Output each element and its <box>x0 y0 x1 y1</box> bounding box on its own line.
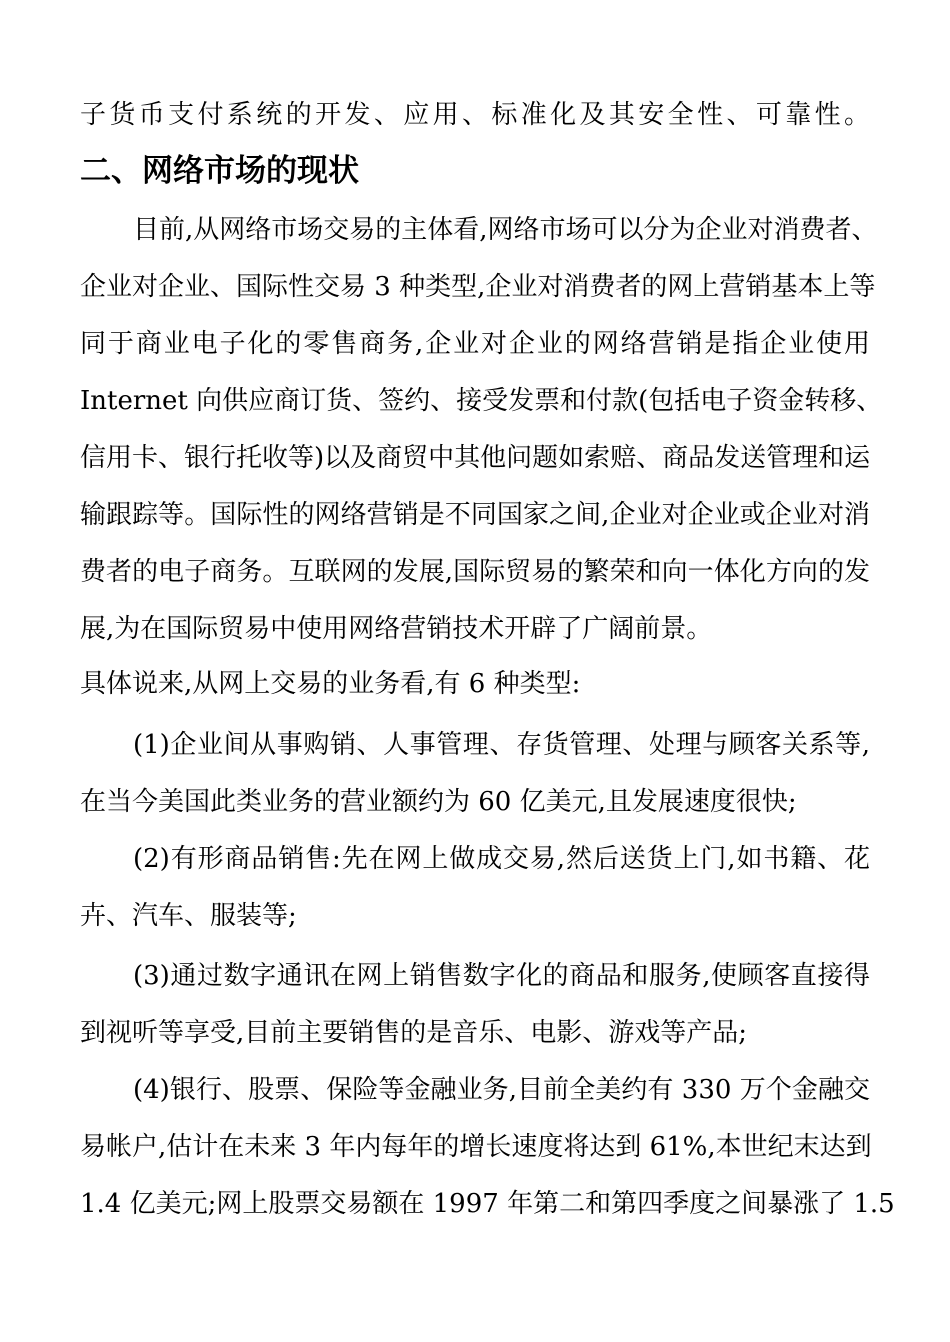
text-line: 同于商业电子化的零售商务,企业对企业的网络营销是指企业使用 <box>80 329 870 359</box>
text-line: 展,为在国际贸易中使用网络营销技术开辟了广阔前景。 <box>80 614 713 644</box>
text-line: 输跟踪等。国际性的网络营销是不同国家之间,企业对企业或企业对消 <box>80 500 870 530</box>
text-line: 企业对企业、国际性交易 3 种类型,企业对消费者的网上营销基本上等 <box>80 272 876 302</box>
text-line: Internet 向供应商订货、签约、接受发票和付款(包括电子资金转移、 <box>80 386 883 416</box>
text-line: 信用卡、银行托收等)以及商贸中其他问题如索赔、商品发送管理和运 <box>80 443 871 473</box>
list-item-text: 1.4 亿美元;网上股票交易额在 1997 年第二和第四季度之间暴涨了 1.5 <box>80 1189 895 1219</box>
text-line: 费者的电子商务。互联网的发展,国际贸易的繁荣和向一体化方向的发 <box>80 557 870 587</box>
list-item-text: (3)通过数字通讯在网上销售数字化的商品和服务,使顾客直接得 <box>133 961 870 991</box>
text-line: 子货币支付系统的开发、应用、标准化及其安全性、可靠性。 <box>80 100 870 130</box>
text-line: 具体说来,从网上交易的业务看,有 6 种类型: <box>80 669 581 699</box>
list-item-text: (1)企业间从事购销、人事管理、存货管理、处理与顾客关系等, <box>133 730 870 760</box>
text-line: 目前,从网络市场交易的主体看,网络市场可以分为企业对消费者、 <box>133 215 878 245</box>
list-item-text: 到视听等享受,目前主要销售的是音乐、电影、游戏等产品; <box>80 1018 748 1048</box>
section-heading: 二、网络市场的现状 <box>80 153 359 189</box>
list-item-text: 易帐户,估计在未来 3 年内每年的增长速度将达到 61%,本世纪末达到 <box>80 1132 872 1162</box>
list-item-text: 卉、汽车、服装等; <box>80 901 297 931</box>
list-item-text: 在当今美国此类业务的营业额约为 60 亿美元,且发展速度很快; <box>80 787 797 817</box>
list-item-text: (2)有形商品销售:先在网上做成交易,然后送货上门,如书籍、花 <box>133 844 870 874</box>
list-item-text: (4)银行、股票、保险等金融业务,目前全美约有 330 万个金融交 <box>133 1075 870 1105</box>
